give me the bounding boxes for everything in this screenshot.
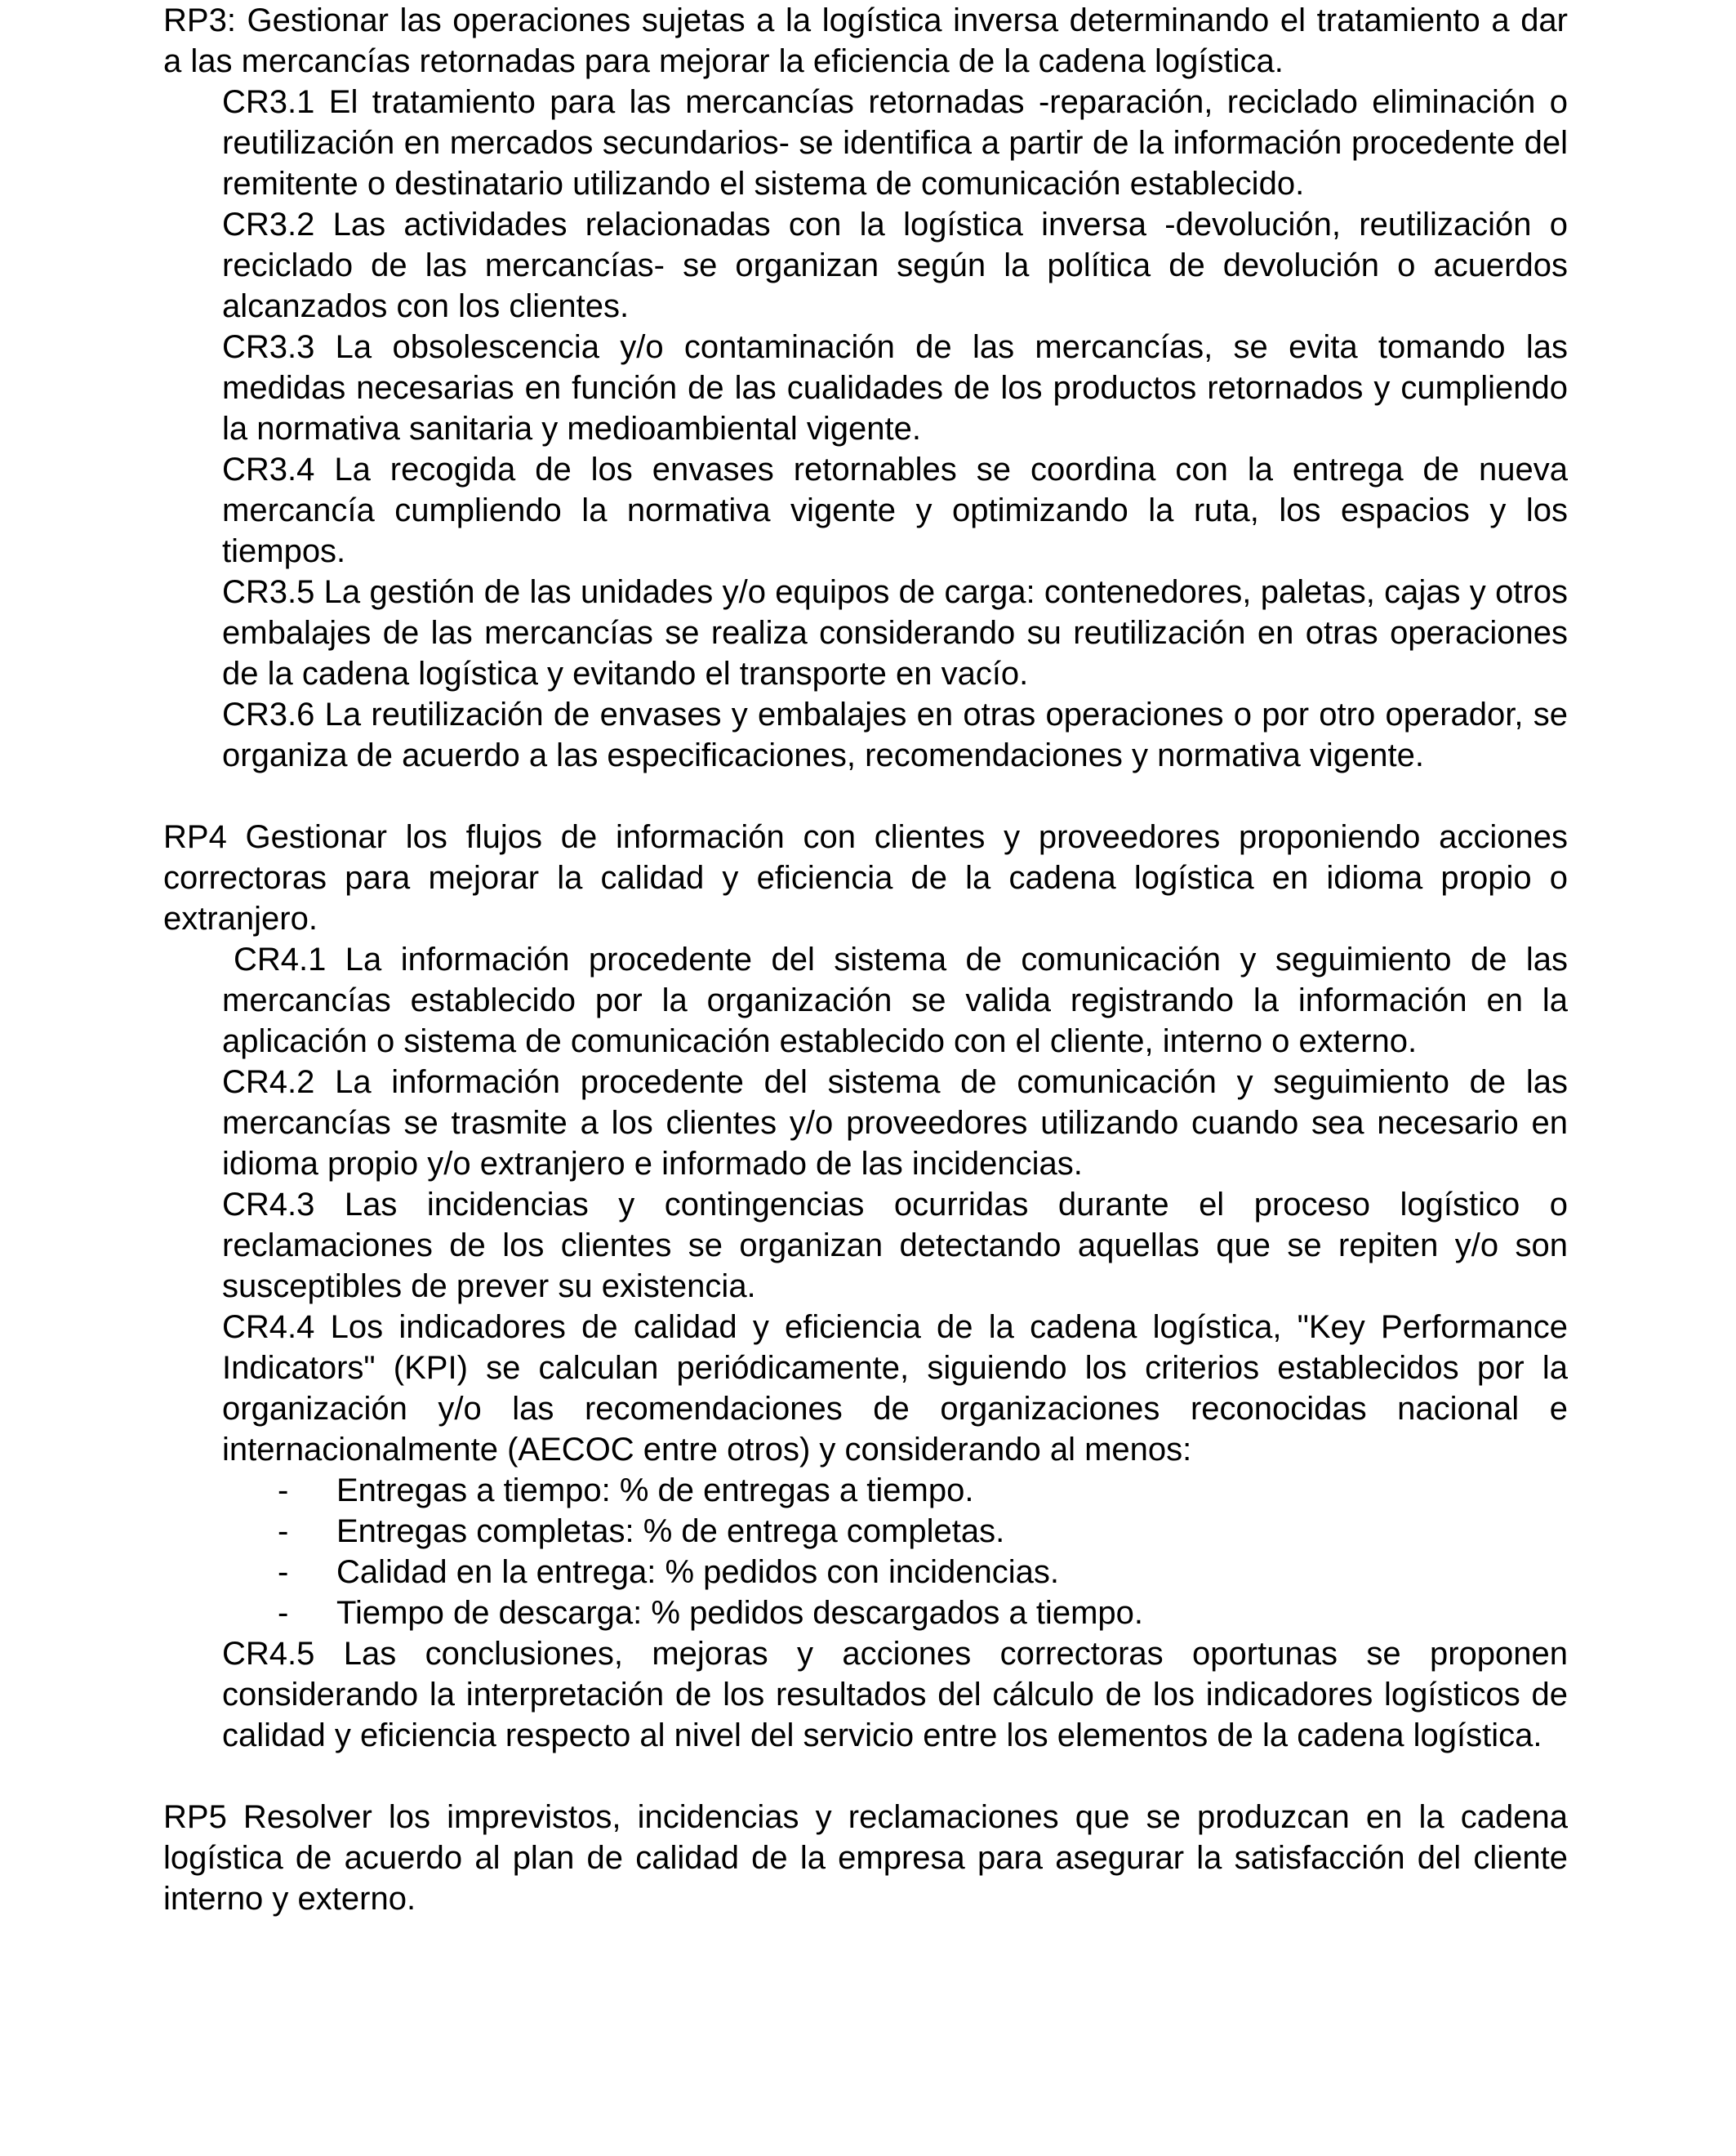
cr3-5: CR3.5 La gestión de las unidades y/o equipos de carga: contenedores, paletas, cajas y otros embalajes de las mercancías se realiza considerando su reutilización en otras operaciones de la cadena logística y evitando el transporte en vacío. <box>222 574 1568 692</box>
cr4-5: CR4.5 Las conclusiones, mejoras y acciones correctoras oportunas se proponen considerando la interpretación de los resultados del cálculo de los indicadores logísticos de calidad y eficiencia respecto al nivel del servicio entre los elementos de la cadena logística. <box>222 1636 1568 1753</box>
list-item <box>163 1592 1568 1633</box>
cr3-2: CR3.2 Las actividades relacionadas con la logística inversa -devolución, reutilización o reciclado de las mercancías- se organizan según la política de devolución o acuerdos alcanzados con los clientes. <box>222 207 1568 324</box>
kpi-list <box>163 1470 1568 1633</box>
cr3-4: CR3.4 La recogida de los envases retornables se coordina con la entrega de nueva mercancía cumpliendo la normativa vigente y optimizando la ruta, los espacios y los tiempos. <box>222 452 1568 569</box>
list-item <box>163 1552 1568 1592</box>
cr4-4: CR4.4 Los indicadores de calidad y eficiencia de la cadena logística, "Key Performance Indicators" (KPI) se calculan periódicamente, siguiendo los criterios establecidos por la organización y/o las recomendaciones de organizaciones reconocidas nacional e internacionalmente (AECOC entre otros) y considerando al menos: <box>222 1309 1568 1468</box>
kpi-quality: Calidad en la entrega: % pedidos con incidencias. <box>336 1554 1060 1590</box>
cr4-3: CR4.3 Las incidencias y contingencias ocurridas durante el proceso logístico o reclamaciones de los clientes se organizan detectando aquellas que se repiten y/o son susceptibles de prever su existencia. <box>222 1187 1568 1304</box>
cr4-1: CR4.1 La información procedente del sistema de comunicación y seguimiento de las mercancías establecido por la organización se valida registrando la información en la aplicación o sistema de comunicación establecido con el cliente, interno o externo. <box>222 942 1568 1059</box>
bullet-marker: - <box>278 1595 289 1631</box>
rp3-heading: RP3: Gestionar las operaciones sujetas a la logística inversa determinando el tratamiento a dar a las mercancías retornadas para mejorar la eficiencia de la cadena logística. <box>163 2 1568 79</box>
cr4-2: CR4.2 La información procedente del sistema de comunicación y seguimiento de las mercancías se trasmite a los clientes y/o proveedores utilizando cuando sea necesario en idioma propio y/o extranjero e informado de las incidencias. <box>222 1064 1568 1182</box>
cr3-6: CR3.6 La reutilización de envases y embalajes en otras operaciones o por otro operador, se organiza de acuerdo a las especificaciones, recomendaciones y normativa vigente. <box>222 697 1568 773</box>
rp4-section <box>163 817 1568 1756</box>
kpi-complete: Entregas completas: % de entrega completas. <box>336 1513 1005 1549</box>
bullet-marker: - <box>278 1513 289 1549</box>
kpi-on-time: Entregas a tiempo: % de entregas a tiempo. <box>336 1472 974 1508</box>
section-gap <box>163 1756 1568 1797</box>
document-page <box>163 0 1568 1919</box>
rp5-section <box>163 1797 1568 1919</box>
cr3-3: CR3.3 La obsolescencia y/o contaminación de las mercancías, se evita tomando las medidas necesarias en función de las cualidades de los productos retornados y cumpliendo la normativa sanitaria y medioambiental vigente. <box>222 329 1568 447</box>
bullet-marker: - <box>278 1554 289 1590</box>
list-item <box>163 1470 1568 1511</box>
rp5-heading: RP5 Resolver los imprevistos, incidencias y reclamaciones que se produzcan en la cadena logística de acuerdo al plan de calidad de la empresa para asegurar la satisfacción del cliente interno y externo. <box>163 1799 1568 1917</box>
bullet-marker: - <box>278 1472 289 1508</box>
rp4-heading: RP4 Gestionar los flujos de información con clientes y proveedores proponiendo acciones correctoras para mejorar la calidad y eficiencia de la cadena logística en idioma propio o extranjero. <box>163 819 1568 937</box>
kpi-unloading: Tiempo de descarga: % pedidos descargados a tiempo. <box>336 1595 1143 1631</box>
section-gap <box>163 776 1568 817</box>
list-item <box>163 1511 1568 1552</box>
cr3-1: CR3.1 El tratamiento para las mercancías retornadas -reparación, reciclado eliminación o reutilización en mercados secundarios- se identifica a partir de la información procedente del remitente o destinatario utilizando el sistema de comunicación establecido. <box>222 84 1568 202</box>
rp3-section <box>163 0 1568 776</box>
